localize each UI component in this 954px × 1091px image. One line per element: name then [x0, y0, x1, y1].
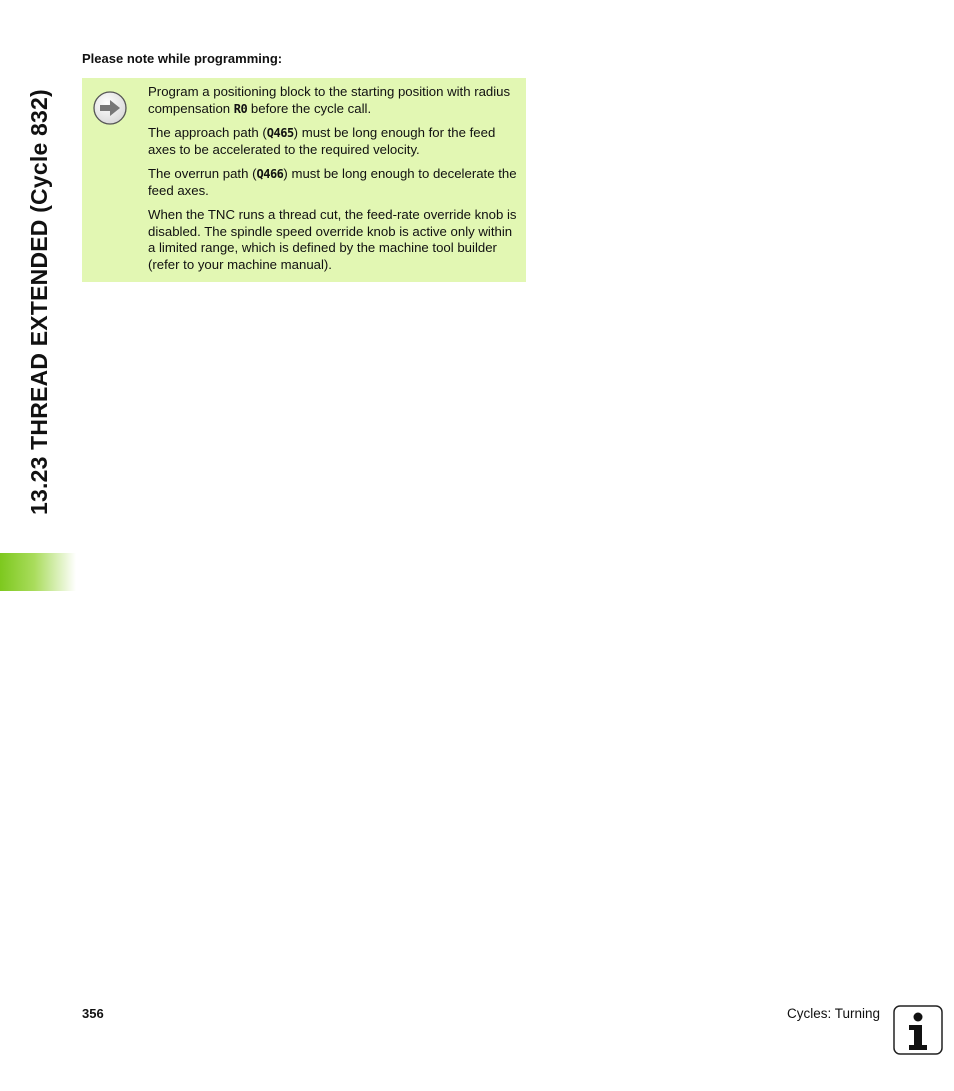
text: Program a positioning block to the starting position with radius compensation [148, 84, 511, 116]
info-icon [893, 1005, 943, 1055]
note-paragraph [148, 84, 518, 117]
text: The overrun path ( [148, 166, 257, 181]
section-heading: Please note while programming: [82, 51, 283, 66]
chapter-section-title: 13.23 THREAD EXTENDED (Cycle 832) [26, 89, 52, 515]
page-number: 356 [82, 1006, 104, 1021]
chapter-tab-marker [0, 553, 76, 591]
arrow-right-icon [93, 91, 127, 125]
code-q465: Q465 [266, 126, 294, 140]
note-box [82, 78, 526, 282]
chapter-name: Cycles: Turning [787, 1006, 881, 1021]
text: before the cycle call. [247, 100, 372, 116]
note-text [148, 84, 518, 281]
text: ) must be long enough to decelerate the feed axes. [148, 166, 517, 198]
note-paragraph [148, 166, 518, 199]
note-paragraph [148, 125, 518, 158]
code-r0: R0 [233, 101, 248, 116]
text: The approach path ( [148, 125, 267, 140]
code-q466: Q466 [256, 167, 284, 181]
text: ) must be long enough for the feed axes to be accelerated to the required velocity. [148, 125, 496, 157]
note-paragraph: When the TNC runs a thread cut, the feed-rate override knob is disabled. The spindle speed override knob is active only within a limited range, which is defined by the machine tool builder (refer to your machine manual). [148, 207, 517, 272]
